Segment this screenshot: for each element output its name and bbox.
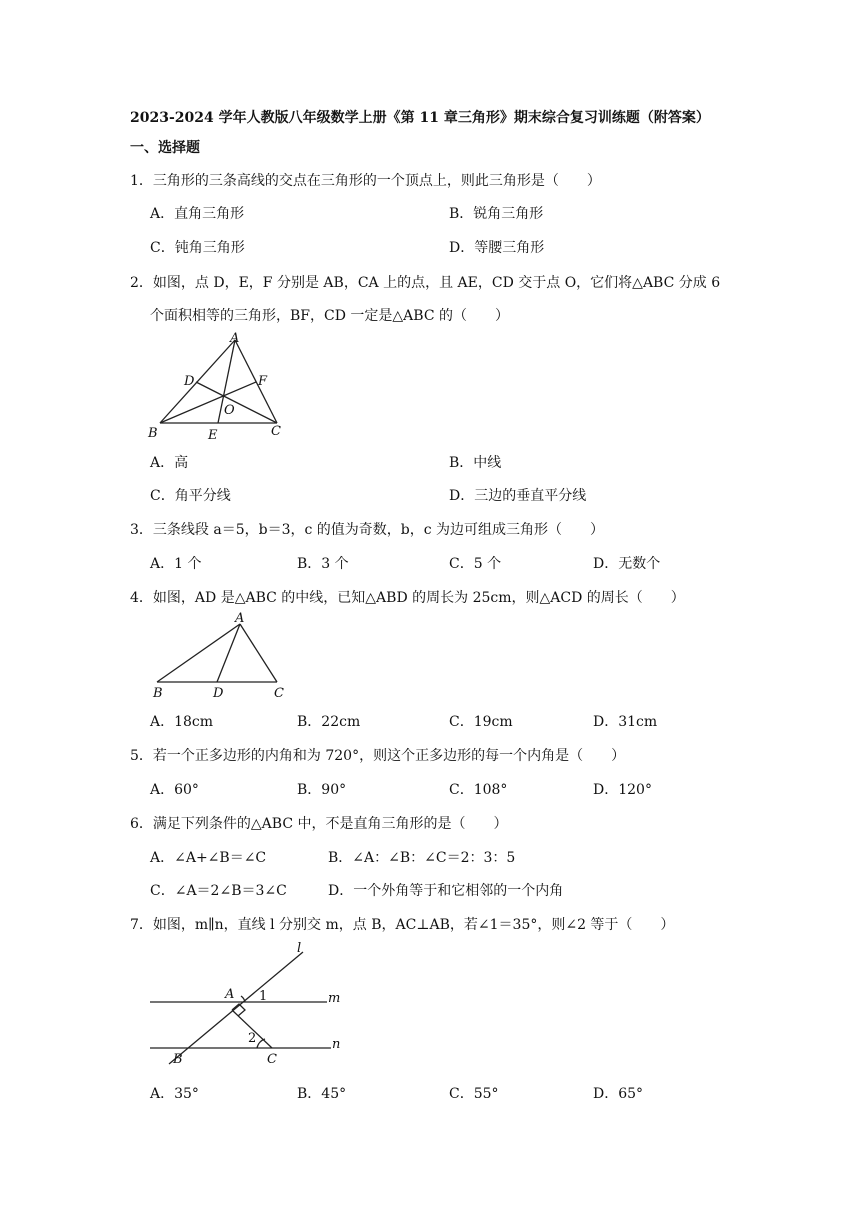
question-4-option-b: B．22cm xyxy=(297,714,361,730)
question-4-figure xyxy=(145,610,295,702)
fig4-label-d: D xyxy=(213,686,224,701)
fig7-label-c: C xyxy=(267,1052,277,1067)
question-3-option-b: B．3 个 xyxy=(297,556,349,572)
question-6-option-b: B．∠A：∠B：∠C＝2：3：5 xyxy=(328,850,516,866)
fig2-label-o: O xyxy=(224,403,235,418)
question-1-option-d: D．等腰三角形 xyxy=(449,240,545,256)
question-7-figure xyxy=(145,938,360,1068)
question-5-option-a: A．60° xyxy=(150,782,199,798)
fig2-label-d: D xyxy=(184,374,195,389)
fig4-label-c: C xyxy=(274,686,284,701)
question-5-stem: 5．若一个正多边形的内角和为 720°，则这个正多边形的每一个内角是（ ） xyxy=(130,748,626,764)
question-4-option-a: A．18cm xyxy=(150,714,214,730)
question-7-option-c: C．55° xyxy=(449,1086,499,1102)
fig7-label-b: B xyxy=(173,1052,183,1067)
fig7-label-1: 1 xyxy=(259,989,268,1004)
question-1-option-b: B．锐角三角形 xyxy=(449,206,544,222)
question-6-option-c: C．∠A＝2∠B＝3∠C xyxy=(150,883,287,899)
question-6-option-a: A．∠A+∠B＝∠C xyxy=(150,850,267,866)
question-2-stem-continued: 个面积相等的三角形，BF，CD 一定是△ABC 的（ ） xyxy=(150,308,509,324)
question-5-option-b: B．90° xyxy=(297,782,347,798)
question-5-option-c: C．108° xyxy=(449,782,508,798)
fig4-label-a: A xyxy=(235,611,245,626)
fig4-label-b: B xyxy=(153,686,163,701)
fig7-label-2: 2 xyxy=(248,1031,257,1046)
question-3-option-a: A．1 个 xyxy=(150,556,202,572)
fig2-label-f: F xyxy=(258,374,268,389)
question-2-option-b: B．中线 xyxy=(449,455,502,471)
question-2-option-a: A．高 xyxy=(150,455,189,471)
document-title: 2023-2024 学年人教版八年级数学上册《第 11 章三角形》期末综合复习训练题（附答案） xyxy=(130,110,710,126)
question-3-option-d: D．无数个 xyxy=(593,556,661,572)
question-7-option-a: A．35° xyxy=(150,1086,199,1102)
question-1-stem: 1．三角形的三条高线的交点在三角形的一个顶点上，则此三角形是（ ） xyxy=(130,173,601,189)
question-1-option-a: A．直角三角形 xyxy=(150,206,245,222)
question-6-option-d: D．一个外角等于和它相邻的一个内角 xyxy=(328,883,564,899)
fig7-label-a: A xyxy=(225,987,235,1002)
fig7-label-m: m xyxy=(328,991,341,1006)
section-heading: 一、选择题 xyxy=(130,140,200,156)
fig2-label-c: C xyxy=(271,424,281,439)
question-4-option-d: D．31cm xyxy=(593,714,658,730)
fig7-label-l: l xyxy=(297,941,302,956)
question-1-option-c: C．钝角三角形 xyxy=(150,240,245,256)
question-4-option-c: C．19cm xyxy=(449,714,513,730)
question-7-option-b: B．45° xyxy=(297,1086,347,1102)
question-2-option-c: C．角平分线 xyxy=(150,488,231,504)
question-5-option-d: D．120° xyxy=(593,782,652,798)
question-6-stem: 6．满足下列条件的△ABC 中，不是直角三角形的是（ ） xyxy=(130,816,508,832)
question-7-stem: 7．如图，m∥n，直线 l 分别交 m，点 B，AC⊥AB，若∠1＝35°，则∠2 等于（ ） xyxy=(130,917,675,933)
question-2-stem: 2．如图，点 D，E，F 分别是 AB，CA 上的点，且 AE，CD 交于点 O，它们将△ABC 分成 6 xyxy=(130,275,721,291)
question-7-option-d: D．65° xyxy=(593,1086,644,1102)
question-2-figure xyxy=(140,330,300,445)
fig2-label-e: E xyxy=(208,428,218,443)
fig2-label-b: B xyxy=(148,426,158,441)
fig2-label-a: A xyxy=(230,331,240,346)
question-3-stem: 3．三条线段 a＝5，b＝3，c 的值为奇数，b，c 为边可组成三角形（ ） xyxy=(130,522,605,538)
question-3-option-c: C．5 个 xyxy=(449,556,502,572)
fig7-label-n: n xyxy=(332,1037,341,1052)
question-2-option-d: D．三边的垂直平分线 xyxy=(449,488,587,504)
question-4-stem: 4．如图，AD 是△ABC 的中线，已知△ABD 的周长为 25cm，则△ACD 的周长（ ） xyxy=(130,590,685,606)
